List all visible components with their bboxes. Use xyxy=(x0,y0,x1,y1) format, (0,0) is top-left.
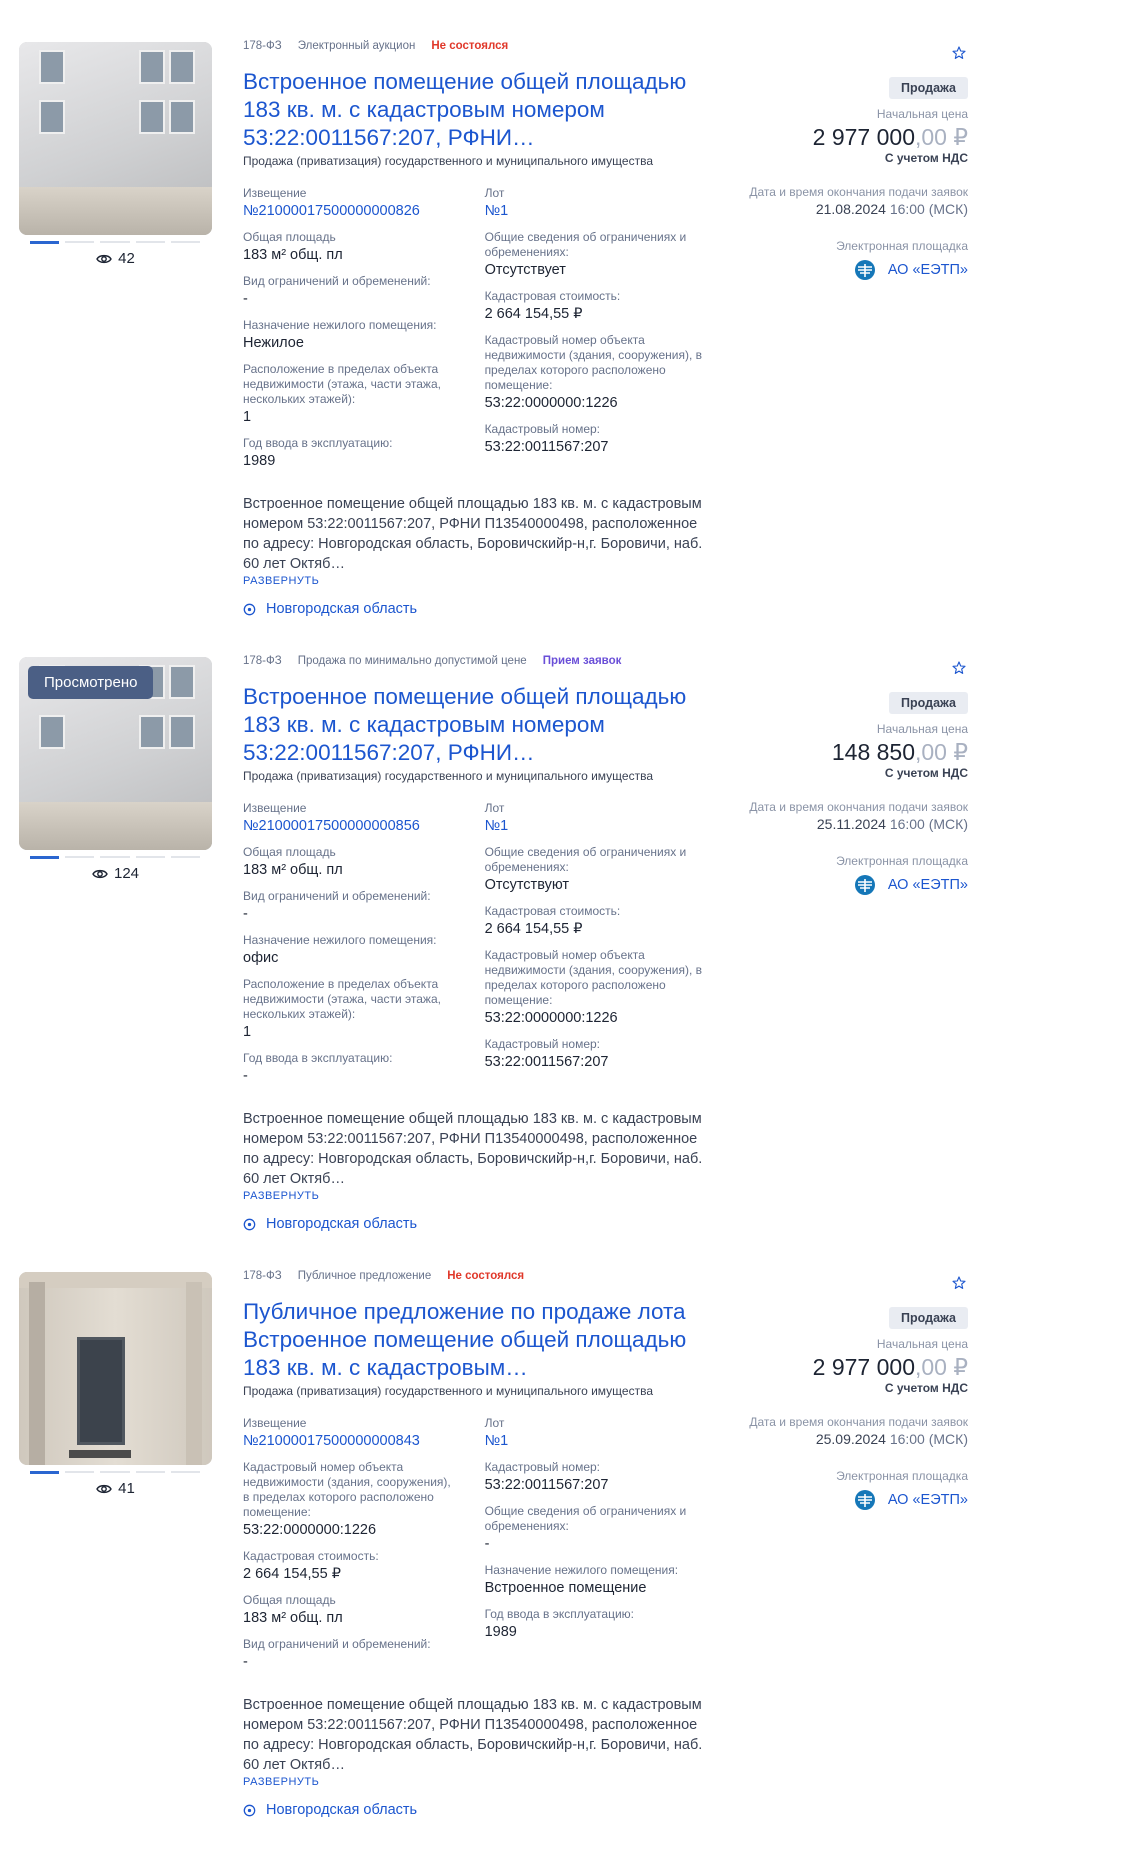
property-label: Назначение нежилого помещения: xyxy=(484,1563,679,1577)
lot-properties xyxy=(243,1416,713,1681)
property-item xyxy=(243,436,455,471)
deadline-value xyxy=(736,1431,968,1447)
views-counter xyxy=(19,250,212,267)
deadline-date: 25.09.2024 xyxy=(815,1431,886,1447)
property-value: - xyxy=(243,906,248,922)
property-label: Вид ограничений и обременений: xyxy=(243,889,431,903)
deadline-date: 21.08.2024 xyxy=(815,201,886,217)
favorite-star-icon[interactable] xyxy=(952,661,966,675)
property-value: 1989 xyxy=(484,1624,517,1640)
price-label: Начальная цена xyxy=(876,722,968,736)
eye-icon xyxy=(96,1483,112,1495)
deadline-date: 25.11.2024 xyxy=(816,816,886,832)
property-label: Кадастровый номер: xyxy=(484,422,601,436)
procedure-type: Публичное предложение xyxy=(297,1270,432,1282)
property-value: Отсутствует xyxy=(484,262,566,278)
pagination-dot[interactable] xyxy=(65,241,94,243)
property-label: Кадастровая стоимость: xyxy=(484,289,621,303)
lot-properties xyxy=(243,801,713,1095)
properties-right xyxy=(485,801,713,1095)
views-counter xyxy=(19,1480,212,1497)
property-item xyxy=(243,889,455,924)
property-item xyxy=(243,186,455,221)
property-label: Кадастровая стоимость: xyxy=(243,1549,379,1563)
pagination-dot[interactable] xyxy=(171,241,200,243)
photo-pagination[interactable] xyxy=(30,1471,200,1474)
deadline-label: Дата и время окончания подачи заявок xyxy=(749,1415,968,1429)
property-value: - xyxy=(243,291,248,307)
property-item xyxy=(243,977,455,1042)
photo-image xyxy=(19,42,212,235)
property-item xyxy=(485,186,713,221)
property-label: Общая площадь xyxy=(243,230,336,244)
expand-link[interactable]: РАЗВЕРНУТЬ xyxy=(243,1190,320,1202)
property-label: Извещение xyxy=(243,186,307,200)
etp-label: Электронная площадка xyxy=(836,239,968,253)
sale-type-badge: Продажа xyxy=(889,1307,968,1329)
property-item xyxy=(485,1607,713,1642)
lot-summary xyxy=(736,40,968,281)
eye-icon xyxy=(96,253,112,265)
lot-summary xyxy=(736,1270,968,1511)
pagination-dot[interactable] xyxy=(136,856,165,858)
lot-subtitle: Продажа (приватизация) государственного и муниципального имущества xyxy=(243,1384,654,1398)
pagination-dot[interactable] xyxy=(30,241,59,244)
favorite-star-icon[interactable] xyxy=(952,46,966,60)
region-name: Новгородская область xyxy=(266,601,418,617)
price-fraction: ,00 ₽ xyxy=(915,124,968,150)
lot-description: Встроенное помещение общей площадью 183 кв. м. с кадастровым номером 53:22:0011567:207, РФНИ П13540000498, расположенное по адресу: Новгородская область, Боровичскийр-н,г. Боровичи, наб. 60 лет Октяб… xyxy=(243,1111,703,1187)
eye-icon xyxy=(92,868,108,880)
pagination-dot[interactable] xyxy=(30,856,59,859)
property-label: Кадастровый номер объекта недвижимости (здания, сооружения), в пределах которого расположено помещение: xyxy=(484,948,702,1007)
sale-type-badge: Продажа xyxy=(889,692,968,714)
location-pin-icon xyxy=(243,1804,256,1817)
etp-name: АО «ЕЭТП» xyxy=(887,877,968,893)
region-name: Новгородская область xyxy=(266,1216,418,1232)
deadline-value xyxy=(736,816,968,832)
property-value: - xyxy=(243,1068,248,1084)
property-item xyxy=(485,289,713,324)
property-value: - xyxy=(484,1536,490,1552)
property-value: 1989 xyxy=(243,453,276,469)
lot-card[interactable] xyxy=(0,40,1132,640)
property-item xyxy=(485,333,713,413)
property-value: 53:22:0000000:1226 xyxy=(243,1522,377,1538)
property-label: Вид ограничений и обременений: xyxy=(243,1637,431,1651)
pagination-dot[interactable] xyxy=(136,1471,165,1473)
start-price xyxy=(736,1353,968,1381)
properties-left xyxy=(243,1416,455,1681)
pagination-dot[interactable] xyxy=(171,856,200,858)
property-label: Кадастровый номер объекта недвижимости (здания, сооружения), в пределах которого расположено помещение: xyxy=(243,1460,451,1519)
property-label: Общая площадь xyxy=(243,845,336,859)
location-pin-icon xyxy=(243,1218,256,1231)
lot-main xyxy=(243,1270,713,1818)
region-link[interactable] xyxy=(243,1802,713,1818)
lot-description: Встроенное помещение общей площадью 183 кв. м. с кадастровым номером 53:22:0011567:207, РФНИ П13540000498, расположенное по адресу: Новгородская область, Боровичскийр-н,г. Боровичи, наб. 60 лет Октяб… xyxy=(243,1697,703,1773)
location-pin-icon xyxy=(243,603,256,616)
property-item xyxy=(485,422,713,457)
property-item xyxy=(485,845,713,895)
price-integer: 2 977 000 xyxy=(812,124,915,150)
properties-left xyxy=(243,801,455,1095)
etp-name: АО «ЕЭТП» xyxy=(887,1492,968,1508)
property-value: Отсутствуют xyxy=(484,877,570,893)
property-item xyxy=(243,1593,455,1628)
property-item xyxy=(485,230,713,280)
etp-label: Электронная площадка xyxy=(836,1469,968,1483)
start-price xyxy=(736,123,968,151)
lot-description: Встроенное помещение общей площадью 183 кв. м. с кадастровым номером 53:22:0011567:207, РФНИ П13540000498, расположенное по адресу: Новгородская область, Боровичскийр-н,г. Боровичи, наб. 60 лет Октяб… xyxy=(243,496,703,572)
property-value: Нежилое xyxy=(243,335,304,351)
etp-logo-icon xyxy=(854,1489,876,1511)
property-item xyxy=(485,1563,713,1598)
start-price xyxy=(736,738,968,766)
status-badge: Не состоялся xyxy=(431,40,509,52)
region-link[interactable] xyxy=(243,601,713,617)
lot-title[interactable]: Встроенное помещение общей площадью 183 кв. м. с кадастровым номером 53:22:0011567:207, РФНИ… xyxy=(243,69,687,150)
property-item xyxy=(243,230,455,265)
expand-link[interactable]: РАЗВЕРНУТЬ xyxy=(243,575,320,587)
views-count: 41 xyxy=(118,1480,135,1497)
property-label: Кадастровый номер объекта недвижимости (здания, сооружения), в пределах которого расположено помещение: xyxy=(484,333,702,392)
lot-properties xyxy=(243,186,713,480)
vat-note: С учетом НДС xyxy=(884,766,968,780)
etp-link[interactable] xyxy=(736,874,968,896)
property-item xyxy=(485,948,713,1028)
deadline-label: Дата и время окончания подачи заявок xyxy=(749,185,968,199)
vat-note: С учетом НДС xyxy=(884,151,968,165)
region-link[interactable] xyxy=(243,1216,713,1232)
property-label: Общая площадь xyxy=(243,1593,336,1607)
lot-title[interactable]: Встроенное помещение общей площадью 183 кв. м. с кадастровым номером 53:22:0011567:207, РФНИ… xyxy=(243,684,687,765)
lot-meta xyxy=(243,655,713,671)
photo-pagination[interactable] xyxy=(30,241,200,244)
favorite-star-icon[interactable] xyxy=(952,1276,966,1290)
procedure-type: Электронный аукцион xyxy=(297,40,416,52)
property-item xyxy=(243,274,455,309)
property-label: Расположение в пределах объекта недвижимости (этажа, части этажа, нескольких этажей): xyxy=(243,977,441,1021)
lot-summary xyxy=(736,655,968,896)
property-item xyxy=(243,1051,455,1086)
properties-left xyxy=(243,186,455,480)
property-value[interactable]: №21000017500000000856 xyxy=(243,818,420,834)
lot-card[interactable] xyxy=(0,1270,1132,1860)
property-item xyxy=(243,1549,455,1584)
property-label: Общие сведения об ограничениях и обременениях: xyxy=(484,1504,687,1533)
property-label: Год ввода в эксплуатацию: xyxy=(484,1607,634,1621)
property-item xyxy=(485,1460,713,1495)
lot-subtitle: Продажа (приватизация) государственного и муниципального имущества xyxy=(243,154,654,168)
lot-photo[interactable] xyxy=(19,657,212,850)
status-badge: Прием заявок xyxy=(542,655,622,667)
etp-link[interactable] xyxy=(736,259,968,281)
property-label: Расположение в пределах объекта недвижимости (этажа, части этажа, нескольких этажей): xyxy=(243,362,441,406)
property-label: Лот xyxy=(484,1416,505,1430)
price-integer: 148 850 xyxy=(831,739,915,765)
lot-subtitle: Продажа (приватизация) государственного и муниципального имущества xyxy=(243,769,654,783)
status-badge: Не состоялся xyxy=(447,1270,525,1282)
views-counter xyxy=(19,865,212,882)
etp-label: Электронная площадка xyxy=(836,854,968,868)
property-value: 2 664 154,55 ₽ xyxy=(484,921,583,937)
property-value: 183 м² общ. пл xyxy=(243,1610,343,1626)
property-value: 53:22:0011567:207 xyxy=(484,1054,609,1070)
pagination-dot[interactable] xyxy=(100,1471,129,1473)
properties-right xyxy=(485,186,713,480)
lot-photo[interactable] xyxy=(19,42,212,235)
lot-photo[interactable] xyxy=(19,1272,212,1465)
pagination-dot[interactable] xyxy=(136,241,165,243)
property-value[interactable]: №21000017500000000843 xyxy=(243,1433,420,1449)
property-value[interactable]: №21000017500000000826 xyxy=(243,203,420,219)
property-value[interactable]: №1 xyxy=(484,203,509,219)
price-fraction: ,00 ₽ xyxy=(915,1354,968,1380)
property-value: офис xyxy=(243,950,279,966)
deadline-time: 16:00 (МСК) xyxy=(889,201,968,217)
property-value: Встроенное помещение xyxy=(484,1580,647,1596)
property-item xyxy=(485,1504,713,1554)
etp-link[interactable] xyxy=(736,1489,968,1511)
property-label: Год ввода в эксплуатацию: xyxy=(243,1051,393,1065)
property-value: 53:22:0011567:207 xyxy=(484,439,609,455)
property-value: 53:22:0011567:207 xyxy=(484,1477,609,1493)
property-item xyxy=(243,362,455,427)
property-label: Кадастровый номер: xyxy=(484,1460,601,1474)
price-label: Начальная цена xyxy=(876,107,968,121)
lot-title[interactable]: Публичное предложение по продаже лота Встроенное помещение общей площадью 183 кв. м. с кадастровым… xyxy=(243,1299,687,1380)
photo-image xyxy=(19,1272,212,1465)
expand-link[interactable]: РАЗВЕРНУТЬ xyxy=(243,1776,320,1788)
deadline-value xyxy=(736,201,968,217)
property-value[interactable]: №1 xyxy=(484,1433,509,1449)
property-item xyxy=(243,933,455,968)
property-label: Лот xyxy=(484,186,505,200)
property-item xyxy=(243,1637,455,1672)
procedure-type: Продажа по минимально допустимой цене xyxy=(297,655,527,667)
lot-main xyxy=(243,40,713,617)
property-value: 2 664 154,55 ₽ xyxy=(484,306,583,322)
property-item xyxy=(243,845,455,880)
etp-logo-icon xyxy=(854,259,876,281)
property-value: 1 xyxy=(243,1024,252,1040)
lot-meta xyxy=(243,1270,713,1286)
deadline-time: 16:00 (МСК) xyxy=(889,1431,968,1447)
property-label: Извещение xyxy=(243,1416,307,1430)
deadline-time: 16:00 (МСК) xyxy=(889,816,968,832)
law-tag: 178-ФЗ xyxy=(243,1270,282,1282)
pagination-dot[interactable] xyxy=(65,1471,94,1473)
property-value: 183 м² общ. пл xyxy=(243,247,343,263)
pagination-dot[interactable] xyxy=(171,1471,200,1473)
etp-logo-icon xyxy=(854,874,876,896)
property-value[interactable]: №1 xyxy=(484,818,509,834)
property-label: Назначение нежилого помещения: xyxy=(243,933,437,947)
property-value: 2 664 154,55 ₽ xyxy=(243,1566,341,1582)
property-value: 53:22:0000000:1226 xyxy=(484,1010,618,1026)
region-name: Новгородская область xyxy=(266,1802,418,1818)
pagination-dot[interactable] xyxy=(100,241,129,243)
property-item xyxy=(243,318,455,353)
views-count: 124 xyxy=(113,865,140,882)
property-value: - xyxy=(243,1654,248,1670)
sale-type-badge: Продажа xyxy=(889,77,968,99)
properties-right xyxy=(485,1416,713,1681)
property-label: Назначение нежилого помещения: xyxy=(243,318,437,332)
property-label: Общие сведения об ограничениях и обременениях: xyxy=(484,230,687,259)
property-value: 1 xyxy=(243,409,252,425)
vat-note: С учетом НДС xyxy=(884,1381,968,1395)
lot-main xyxy=(243,655,713,1232)
property-label: Кадастровая стоимость: xyxy=(484,904,621,918)
property-item xyxy=(485,801,713,836)
deadline-label: Дата и время окончания подачи заявок xyxy=(749,800,968,814)
property-item xyxy=(485,1416,713,1451)
property-label: Кадастровый номер: xyxy=(484,1037,601,1051)
law-tag: 178-ФЗ xyxy=(243,655,282,667)
price-fraction: ,00 ₽ xyxy=(915,739,968,765)
lot-card[interactable] xyxy=(0,655,1132,1255)
pagination-dot[interactable] xyxy=(30,1471,59,1474)
photo-pagination[interactable] xyxy=(30,856,200,859)
law-tag: 178-ФЗ xyxy=(243,40,282,52)
views-count: 42 xyxy=(118,250,135,267)
pagination-dot[interactable] xyxy=(65,856,94,858)
property-item xyxy=(243,1416,455,1451)
property-item xyxy=(485,1037,713,1072)
viewed-badge: Просмотрено xyxy=(28,666,153,699)
property-value: 183 м² общ. пл xyxy=(243,862,343,878)
pagination-dot[interactable] xyxy=(100,856,129,858)
price-label: Начальная цена xyxy=(876,1337,968,1351)
property-item xyxy=(243,801,455,836)
property-value: 53:22:0000000:1226 xyxy=(484,395,618,411)
property-label: Лот xyxy=(484,801,505,815)
property-label: Вид ограничений и обременений: xyxy=(243,274,431,288)
etp-name: АО «ЕЭТП» xyxy=(887,262,968,278)
property-item xyxy=(485,904,713,939)
property-label: Общие сведения об ограничениях и обременениях: xyxy=(484,845,687,874)
property-label: Год ввода в эксплуатацию: xyxy=(243,436,393,450)
property-label: Извещение xyxy=(243,801,307,815)
property-item xyxy=(243,1460,455,1540)
price-integer: 2 977 000 xyxy=(812,1354,915,1380)
lot-meta xyxy=(243,40,713,56)
